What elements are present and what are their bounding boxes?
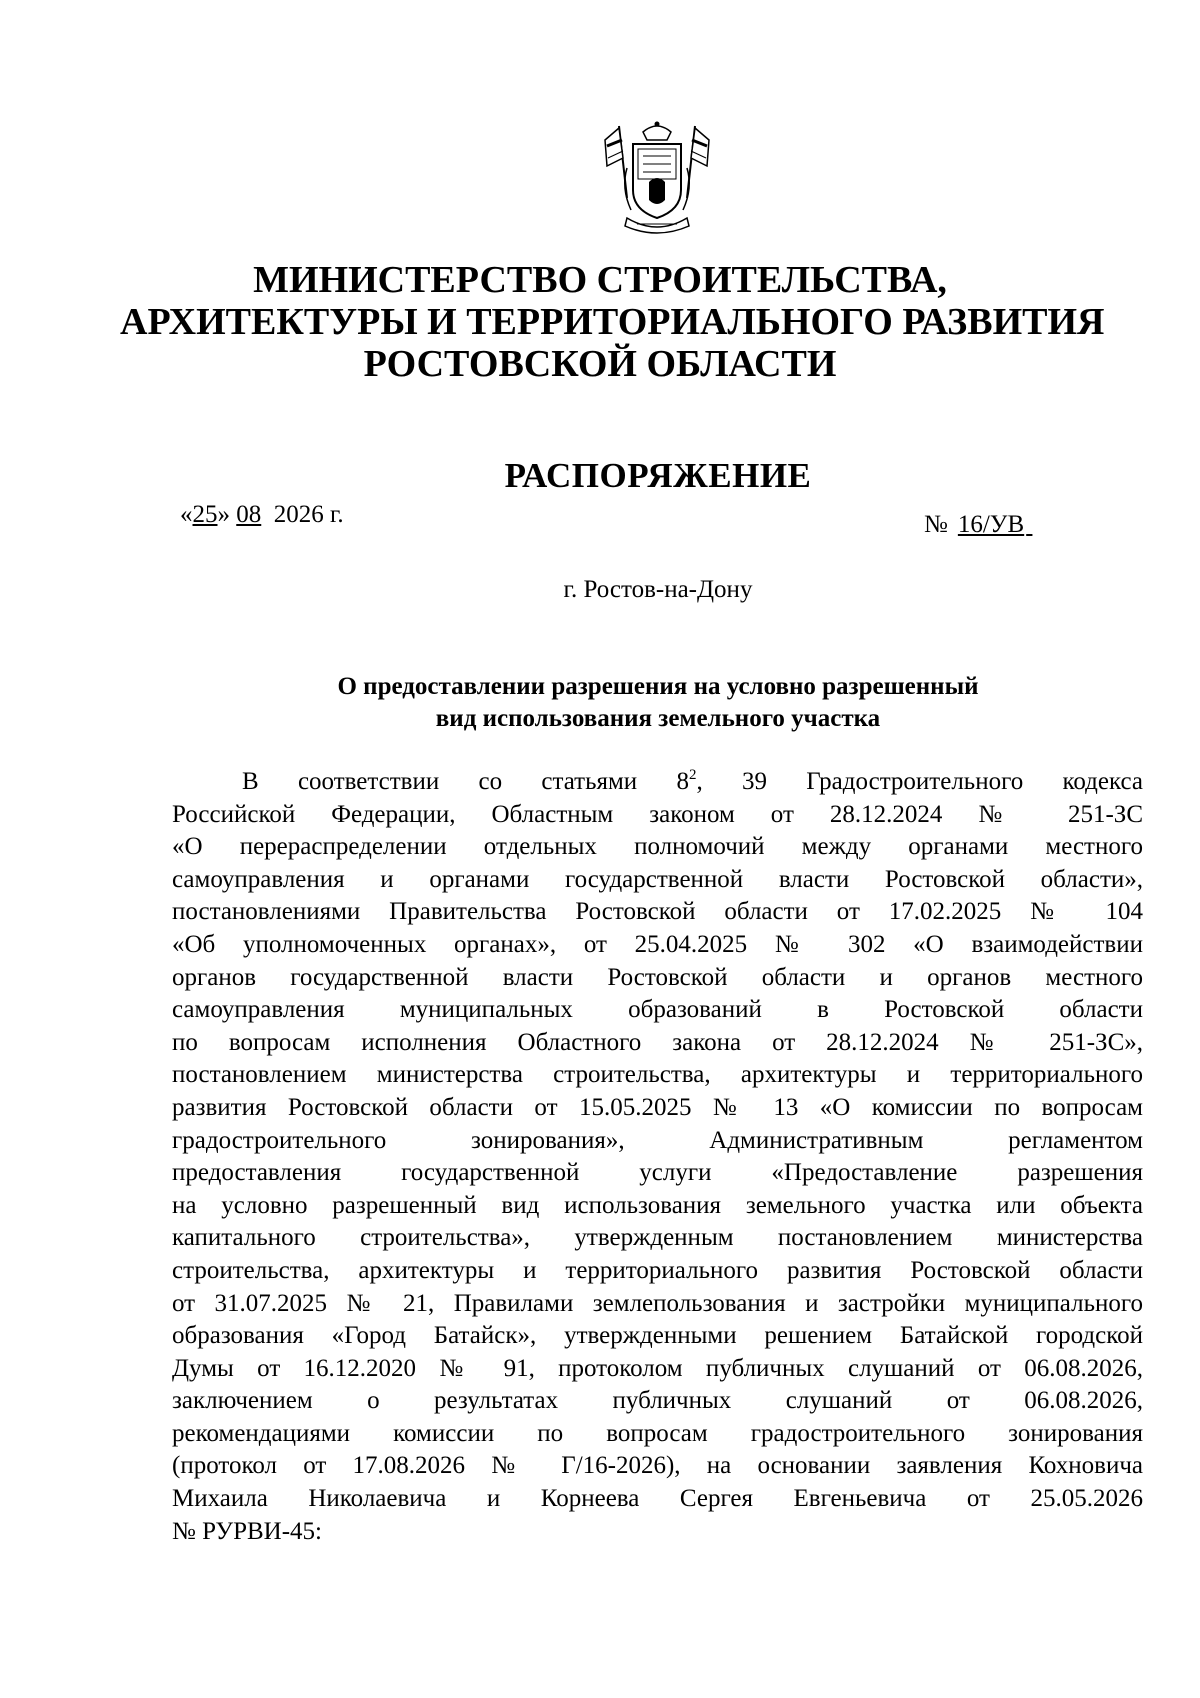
body-line: предоставления государственной услуги «Предоставление разрешения (172, 1159, 1143, 1187)
body-line-1-sup: 2 (688, 767, 697, 783)
document-number (924, 510, 1040, 540)
body-line: от 31.07.2025 № 21, Правилами землепользования и застройки муниципального (172, 1289, 1143, 1317)
body-line: по вопросам исполнения Областного закона от 28.12.2024 № 251-ЗС», (172, 1028, 1143, 1056)
document-body (172, 766, 1143, 1548)
body-line: самоуправления муниципальных образований в Ростовской области (172, 996, 1143, 1024)
body-line: № РУРВИ-45: (172, 1517, 322, 1545)
body-line: постановлениями Правительства Ростовской области от 17.02.2025 № 104 (172, 898, 1143, 926)
number-sign: № (924, 511, 948, 538)
number-underline-tail (1026, 510, 1040, 540)
document-subject (250, 671, 1066, 735)
ministry-title-line-2: АРХИТЕКТУРЫ И ТЕРРИТОРИАЛЬНОГО РАЗВИТИЯ (120, 301, 1105, 343)
date-day: 25 (192, 501, 218, 528)
document-date (180, 500, 344, 530)
body-line: на условно разрешенный вид использования земельного участка или объекта (172, 1191, 1143, 1219)
document-type-heading: РАСПОРЯЖЕНИЕ (504, 456, 812, 495)
body-line: Думы от 16.12.2020 № 91, протоколом публичных слушаний от 06.08.2026, (172, 1354, 1143, 1382)
subject-line-2: вид использования земельного участка (435, 705, 881, 732)
date-month: 08 (236, 501, 262, 528)
body-line: Российской Федерации, Областным законом от 28.12.2024 № 251-ЗС (172, 800, 1143, 828)
body-line (172, 766, 1143, 799)
body-line: образования «Город Батайск», утвержденными решением Батайской городской (172, 1322, 1143, 1350)
body-line: капитального строительства», утвержденным постановлением министерства (172, 1224, 1143, 1252)
body-line: (протокол от 17.08.2026 № Г/16-2026), на основании заявления Кохновича (172, 1452, 1143, 1480)
body-line: самоуправления и органами государственной власти Ростовской области», (172, 865, 1143, 893)
body-line: Михаила Николаевича и Корнеева Сергея Евгеньевича от 25.05.2026 (172, 1485, 1143, 1513)
ministry-title (120, 259, 1105, 385)
body-line: «О перераспределении отдельных полномочий между органами местного (172, 833, 1143, 861)
ministry-title-line-1: МИНИСТЕРСТВО СТРОИТЕЛЬСТВА, (253, 259, 947, 301)
body-line-1-post: , 39 Градостроительного кодекса (696, 768, 1143, 795)
body-line: градостроительного зонирования», Административным регламентом (172, 1126, 1143, 1154)
body-line: органов государственной власти Ростовской области и органов местного (172, 963, 1143, 991)
date-close-quote: » (217, 501, 230, 528)
body-line: рекомендациями комиссии по вопросам градостроительного зонирования (172, 1419, 1143, 1447)
number-value: 16/УВ (957, 511, 1025, 538)
body-line: развития Ростовской области от 15.05.2025 № 13 «О комиссии по вопросам (172, 1093, 1143, 1121)
subject-line-1: О предоставлении разрешения на условно разрешенный (337, 673, 979, 700)
date-open-quote: « (180, 501, 193, 528)
coat-of-arms-icon (597, 118, 717, 238)
body-line: заключением о результатах публичных слушаний от 06.08.2026, (172, 1387, 1143, 1415)
ministry-title-line-3: РОСТОВСКОЙ ОБЛАСТИ (363, 343, 837, 385)
body-line-1-pre: В соответствии со статьями 8 (242, 768, 689, 795)
date-year: 2026 г. (273, 501, 344, 528)
body-line: «Об уполномоченных органах», от 25.04.2025 № 302 «О взаимодействии (172, 930, 1143, 958)
document-city: г. Ростов-на-Дону (563, 576, 753, 603)
body-line: постановлением министерства строительства, архитектуры и территориального (172, 1061, 1143, 1089)
body-line: строительства, архитектуры и территориального развития Ростовской области (172, 1256, 1143, 1284)
